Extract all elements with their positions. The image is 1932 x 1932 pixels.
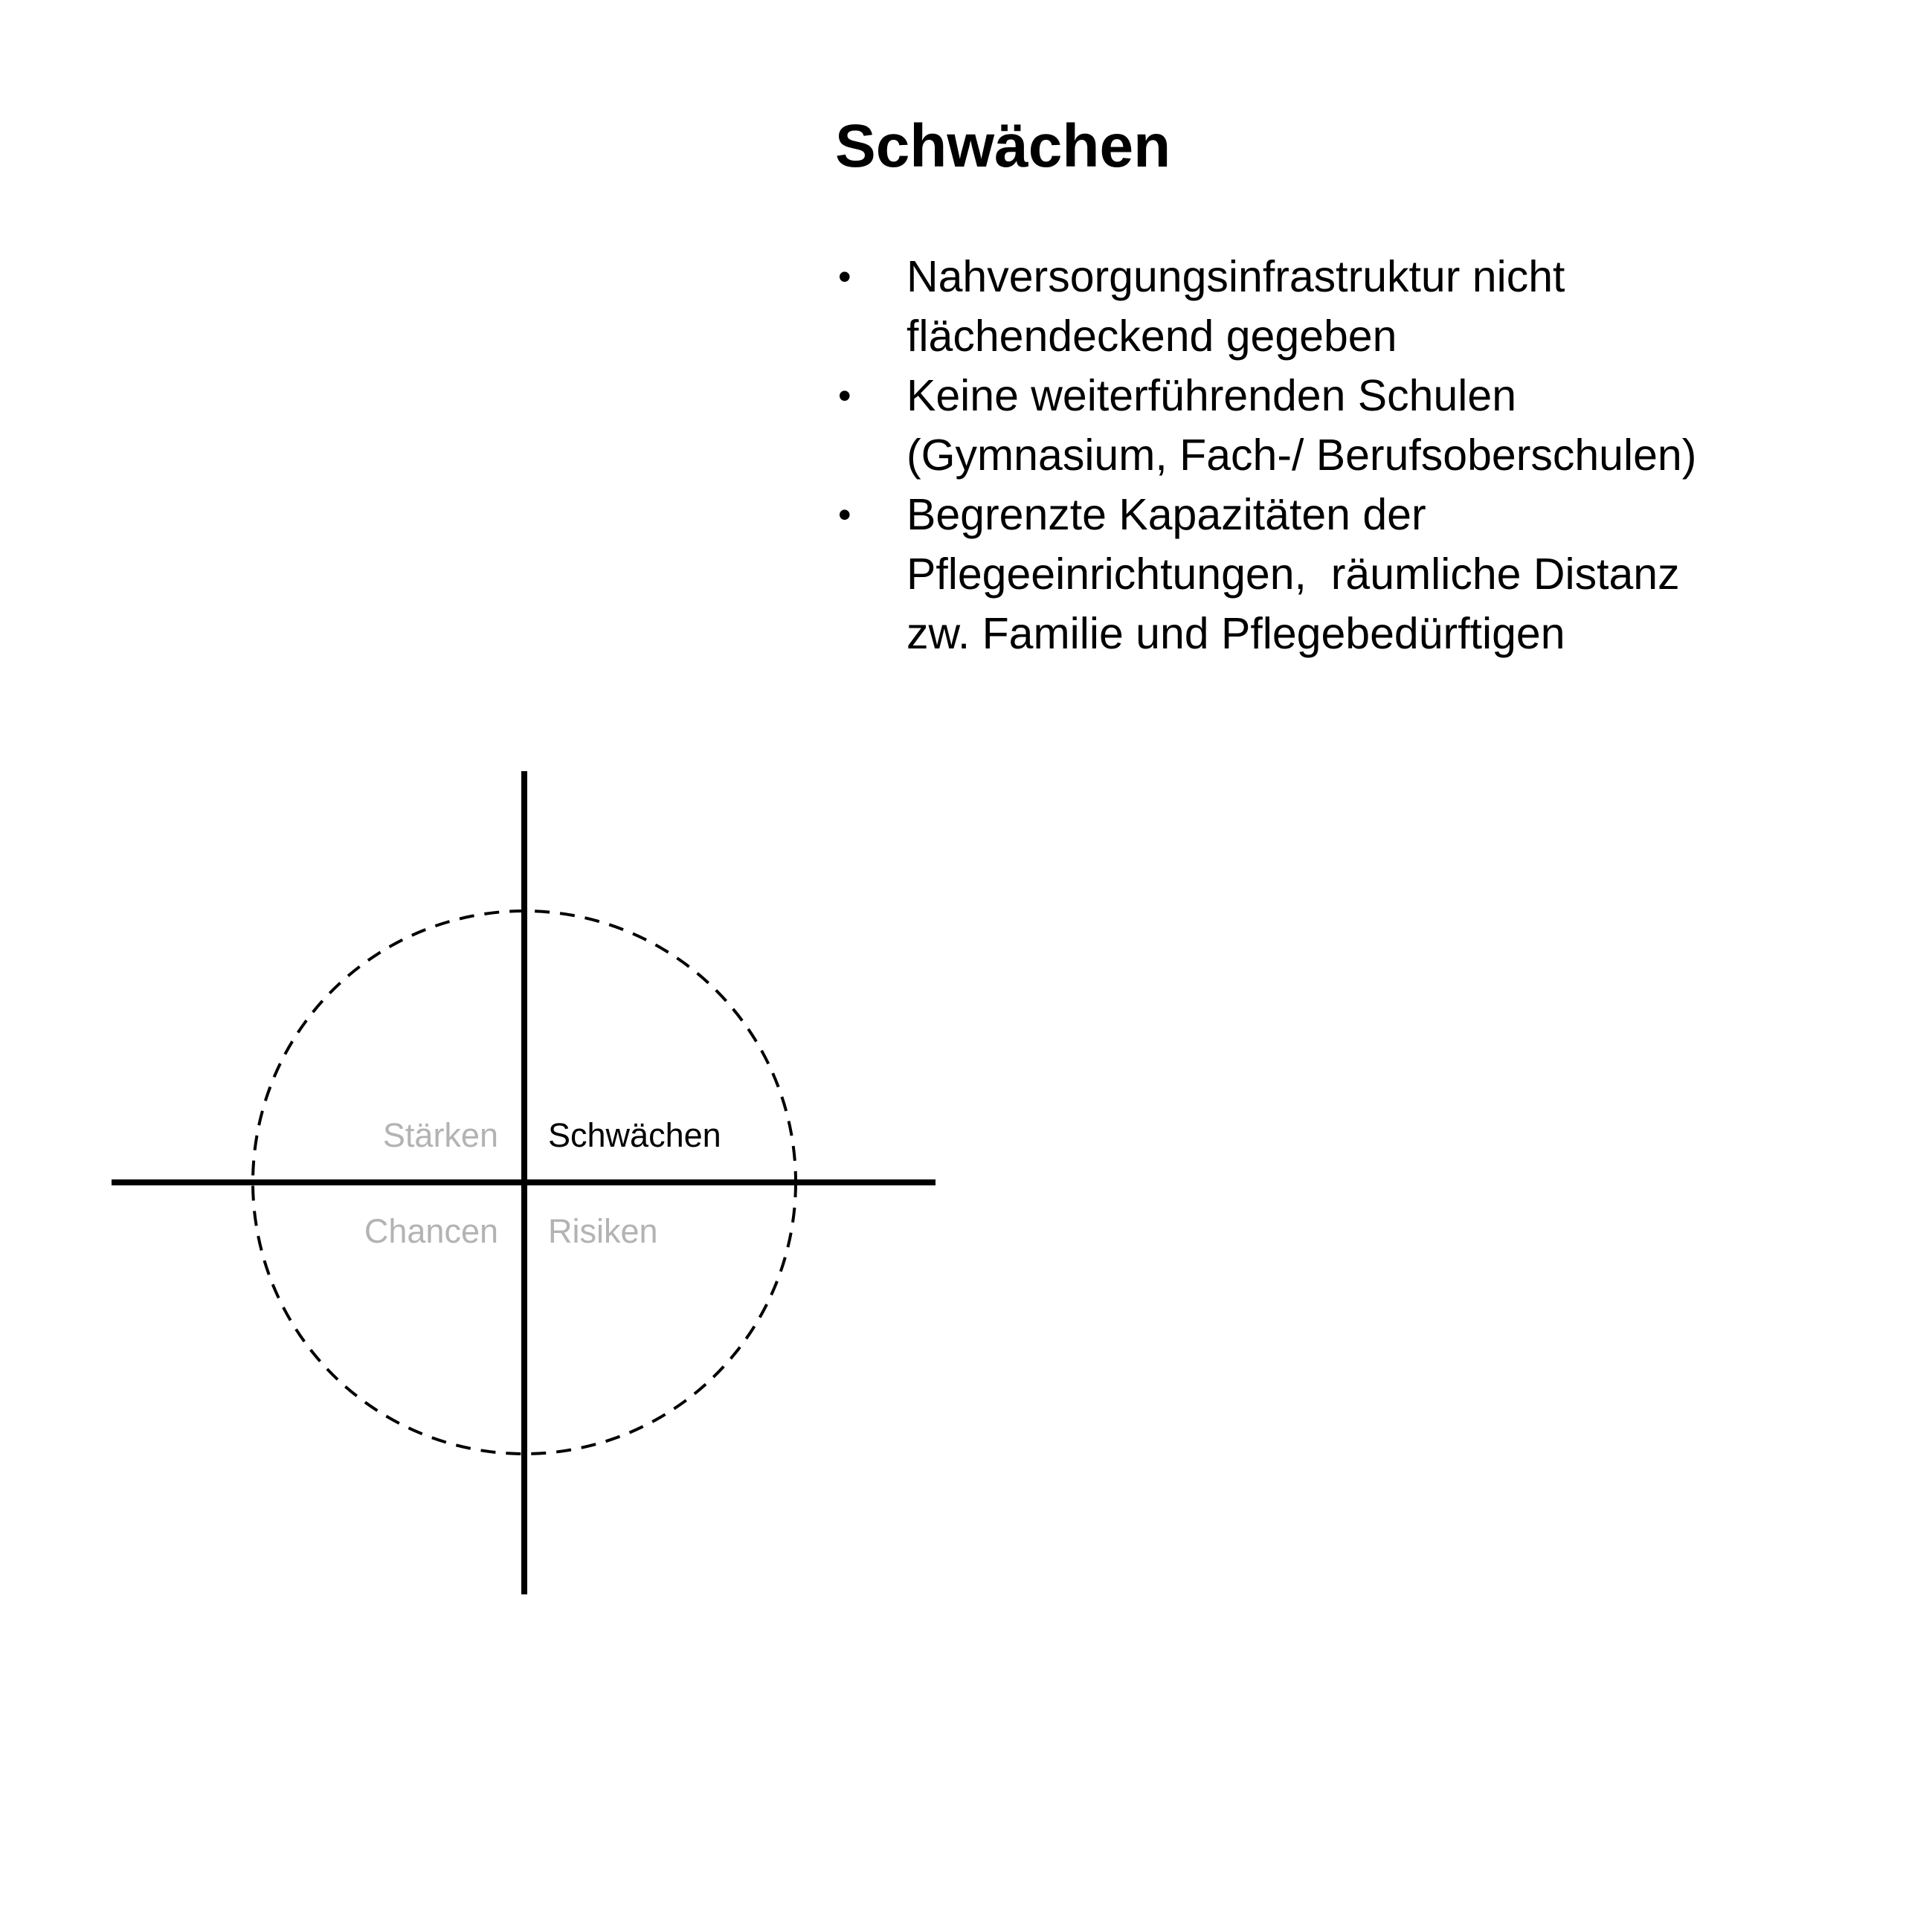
bullet-icon: • (838, 494, 851, 535)
bullet-item-1 (835, 247, 1876, 366)
bullet-text-line: Keine weiterführenden Schulen (907, 371, 1517, 420)
bullet-list (835, 247, 1876, 663)
bullet-item-3 (835, 485, 1876, 663)
page-title: Schwächen (835, 112, 1171, 180)
bullet-text-line: flächendeckend gegeben (907, 312, 1397, 361)
quadrant-label-opportunities: Chancen (364, 1212, 498, 1250)
bullet-text-line: Begrenzte Kapazitäten der (907, 490, 1426, 539)
bullet-text-line: (Gymnasium, Fach-/ Berufsoberschulen) (907, 431, 1697, 480)
bullet-text-line: zw. Familie und Pflegebedürftigen (907, 609, 1565, 658)
quadrant-label-threats: Risiken (548, 1212, 658, 1250)
quadrant-label-weaknesses: Schwächen (548, 1116, 721, 1154)
bullet-item-2 (835, 366, 1876, 485)
bullet-icon: • (838, 256, 851, 297)
bullet-text-line: Nahversorgungsinfrastruktur nicht (907, 252, 1565, 301)
quadrant-label-strengths: Stärken (382, 1116, 498, 1154)
bullet-icon: • (838, 375, 851, 416)
swot-dashed-circle (253, 911, 796, 1454)
bullet-text-line: Pflegeeinrichtungen, räumliche Distanz (907, 550, 1680, 599)
